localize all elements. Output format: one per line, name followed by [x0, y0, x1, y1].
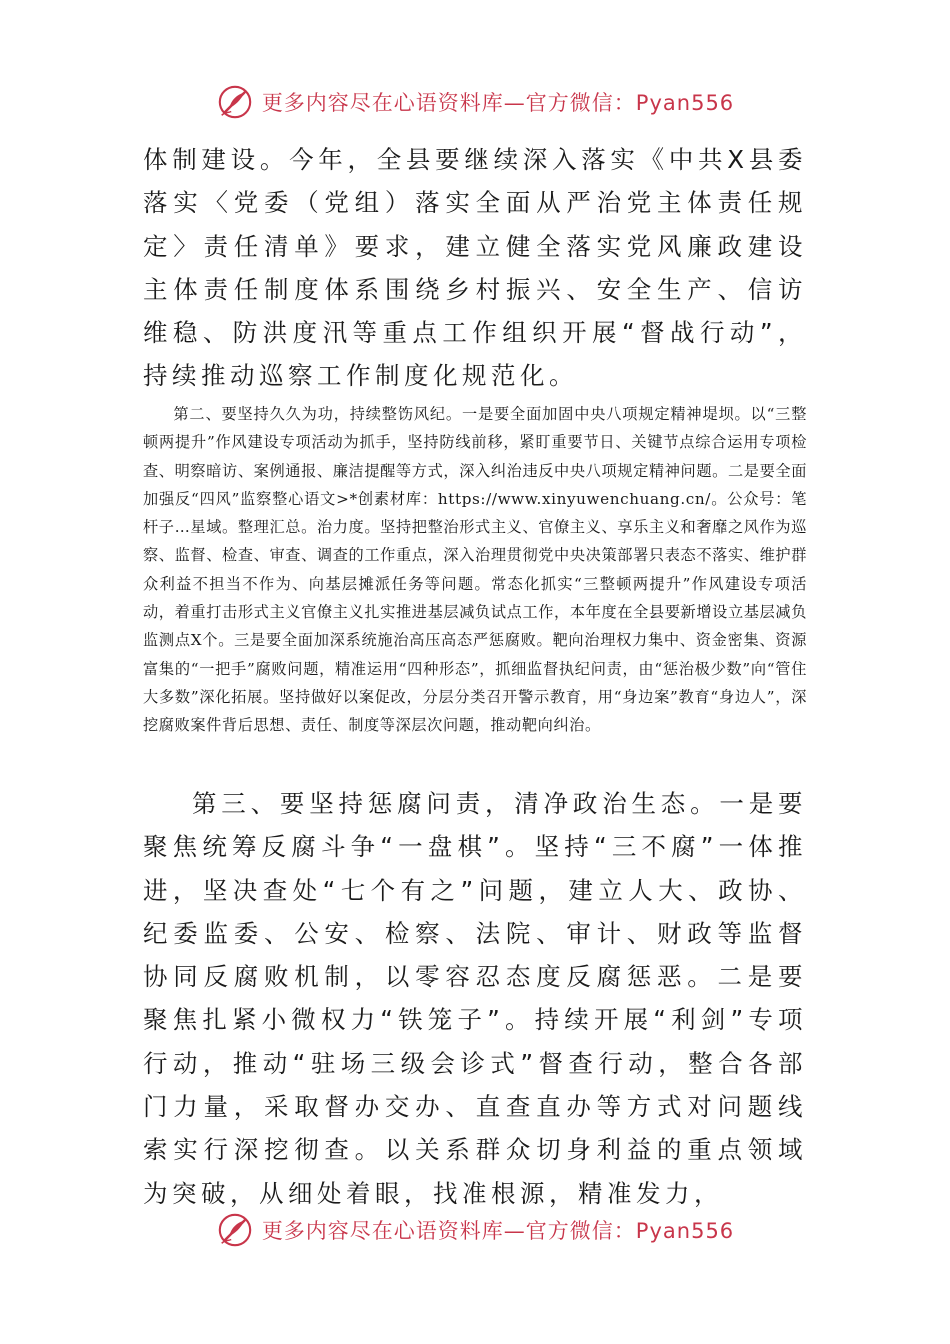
paragraph-1: 体制建设。今年，全县要继续深入落实《中共X县委落实〈党委（党组）落实全面从严治党主体责任规定〉责任清单》要求，建立健全落实党风廉政建设主体责任制度体系围绕乡村振兴、安全生产、信访维稳、防洪度汛等重点工作组织开展“督战行动”，持续推动巡察工作制度化规范化。	[143, 145, 807, 391]
paragraph-3: 第三、要坚持惩腐问责，清净政治生态。一是要聚焦统筹反腐斗争“一盘棋”。坚持“三不腐”一体推进，坚决查处“七个有之”问题，建立人大、政协、纪委监委、公安、检察、法院、审计、财政等监督协同反腐败机制，以零容忍态度反腐惩恶。二是要聚焦扎紧小微权力“铁笼子”。持续开展“利剑”专项行动，推动“驻场三级会诊式”督查行动，整合各部门力量，采取督办交办、直查直办等方式对问题线索实行深挖彻查。以关系群众切身利益的重点领域为突破，从细处着眼，找准根源，精准发力，	[143, 789, 807, 1208]
footer-banner-text: 更多内容尽在心语资料库—官方微信：Pyan556	[261, 1219, 735, 1243]
quill-logo-icon	[216, 1211, 254, 1249]
quill-logo-icon	[216, 83, 254, 121]
header-banner	[0, 80, 950, 124]
paragraph-2: 第二、要坚持久久为功，持续整饬风纪。一是要全面加固中央八项规定精神堤坝。以“三整顿两提升”作风建设专项活动为抓手，坚持防线前移，紧盯重要节日、关键节点综合运用专项检查、明察暗访、案例通报、廉洁提醒等方式，深入纠治违反中央八项规定精神问题。二是要全面加强反“四风”监察整心语文>*创素材库：https://www.xinyuwenchuang.cn/。公众号：笔杆子…星域。整理汇总。治力度。坚持把整治形式主义、官僚主义、享乐主义和奢靡之风作为巡察、监督、检查、审查、调查的工作重点，深入治理贯彻党中央决策部署只表态不落实、维护群众利益不担当不作为、向基层摊派任务等问题。常态化抓实“三整顿两提升”作风建设专项活动，着重打击形式主义官僚主义扎实推进基层减负试点工作，本年度在全县要新增设立基层减负监测点X个。三是要全面加深系统施治高压高态严惩腐败。靶向治理权力集中、资金密集、资源富集的“一把手”腐败问题，精准运用“四种形态”，抓细监督执纪问责，由“惩治极少数”向“管住大多数”深化拓展。坚持做好以案促改，分层分类召开警示教育，用“身边案”教育“身边人”，深挖腐败案件背后思想、责任、制度等深层次问题，推动靶向纠治。	[143, 405, 807, 735]
header-banner-text: 更多内容尽在心语资料库—官方微信：Pyan556	[261, 91, 735, 115]
footer-banner	[0, 1208, 950, 1252]
